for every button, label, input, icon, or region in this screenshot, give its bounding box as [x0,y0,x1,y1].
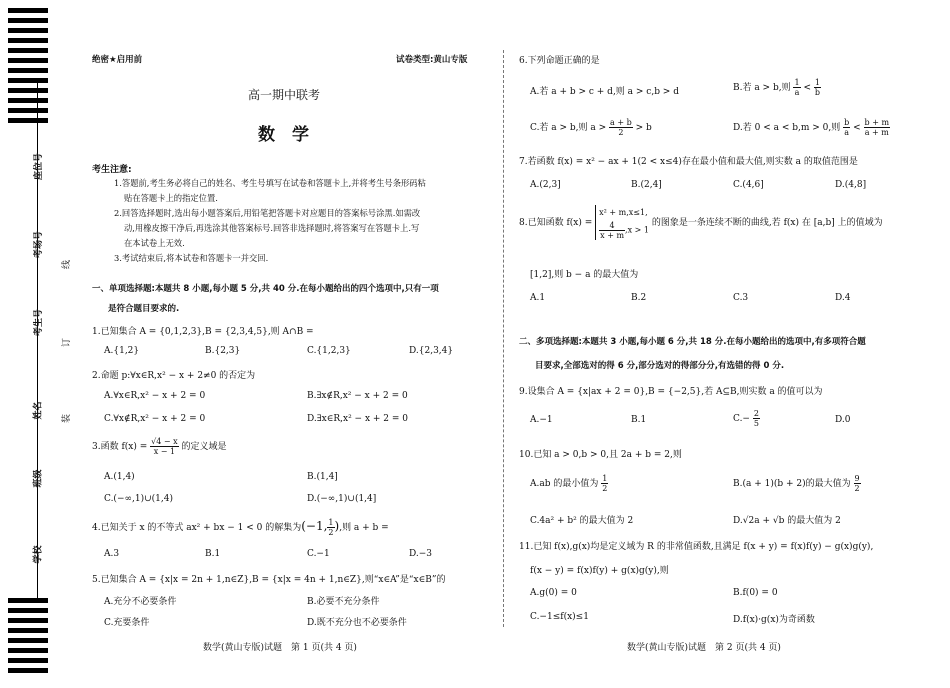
footer-page-1: 数学(黄山专版)试题 第 1 页(共 4 页) [203,643,357,653]
q10-stem: 10.已知 a > 0,b > 0,且 2a + b = 2,则 [519,450,682,460]
q11-option-b: B.f(0) = 0 [733,588,778,598]
notice-line: 2.回答选择题时,选出每小题答案后,用铅笔把答题卡对应题目的答案标号涂黑.如需改 [114,208,421,218]
q8-stem-pre: 8.已知函数 f(x) = [519,218,593,228]
q8-option-c: C.3 [733,293,749,303]
q6-b-fraction-2 [814,78,821,97]
confidential-label: 绝密★启用前 [92,55,143,65]
notice-line: 在本试卷上无效. [124,238,185,248]
q6-d-fraction-1 [843,118,850,137]
q6-c-fraction [609,118,633,137]
q6-b-fraction-1 [793,78,800,97]
q6-option-c-post: > b [635,123,652,133]
q6-d-denominator-1: a [844,128,850,137]
q10-option-a [530,474,608,493]
q10-b-numerator: 9 [854,474,860,483]
q4-option-d: D.−3 [409,549,433,559]
q3-stem-pre: 3.函数 f(x) = [92,442,148,452]
q6-b-denominator-1: a [794,88,800,97]
binding-bar [8,18,48,23]
q11-stem-cont: f(x − y) = f(x)f(y) + g(x)g(y),则 [530,566,669,576]
class-label: 班级 [33,469,44,488]
q10-option-a-pre: A.ab 的最小值为 [530,479,599,489]
q9-option-d: D.0 [835,415,851,425]
q9-option-c-pre: C.− [733,414,750,424]
q3-option-a: A.(1,4) [104,472,135,482]
q8-piece-1: x² + m,x≤1, [599,208,648,217]
seat-number-label: 座位号 [34,152,45,181]
binding-bar [8,648,48,653]
binding-bar [8,658,48,663]
exam-room-label: 考场号 [34,230,45,259]
q9-option-c [733,409,760,428]
q4-stem-post: ,则 a + b = [339,523,389,533]
binding-bar [8,38,48,43]
q6-option-c-pre: C.若 a > b,则 a > [530,123,607,133]
binding-bar [8,668,48,673]
q6-d-numerator-2: b + m [864,118,890,127]
q3-stem [92,437,227,456]
q3-fraction [150,437,179,456]
q5-option-d: D.既不充分也不必要条件 [307,618,407,628]
q4-stem-pre: 4.已知关于 x 的不等式 ax² + bx − 1 < 0 的解集为 [92,523,302,533]
school-label: 学校 [33,545,44,564]
name-label: 姓名 [33,401,44,420]
binding-mark-order: 订 [62,337,73,348]
q5-option-b: B.必要不充分条件 [307,597,380,607]
q11-stem: 11.已知 f(x),g(x)均是定义域为 R 的非常值函数,且满足 f(x + y) = f(x)f(y) − g(x)g(y), [519,542,874,552]
q9-c-denominator: 5 [753,419,759,428]
q4-interval-right: ) [334,519,340,533]
q1-option-a: A.{1,2} [104,346,140,356]
q4-stem [92,518,389,537]
q4-option-c: C.−1 [307,549,330,559]
q4-fraction [327,518,334,537]
q2-option-b: B.∃x∉R,x² − x + 2 = 0 [307,391,408,401]
q10-a-numerator: 1 [602,474,608,483]
q4-option-b: B.1 [205,549,221,559]
q11-option-d: D.f(x)·g(x)为奇函数 [733,615,815,625]
q10-a-fraction [601,474,608,493]
q3-option-d: D.(−∞,1)∪(1,4] [307,494,377,504]
q3-stem-post: 的定义域是 [181,442,227,452]
q7-option-c: C.(4,6] [733,180,764,190]
q5-option-a: A.充分不必要条件 [104,597,177,607]
q8-stem-cont: [1,2],则 b − a 的最大值为 [530,270,639,280]
subject-title: 数 学 [258,125,309,145]
q5-option-c: C.充要条件 [104,618,150,628]
q8-piece-2-fraction [599,221,625,240]
q8-option-a: A.1 [530,293,546,303]
section2-heading-cont: 目要求,全部选对的得 6 分,部分选对的得部分分,有选错的得 0 分. [535,361,785,371]
binding-bar [8,68,48,73]
q6-d-fraction-2 [864,118,891,137]
q9-c-numerator: 2 [753,409,759,418]
binding-bar [8,8,48,13]
q1-option-b: B.{2,3} [205,346,241,356]
q9-stem: 9.设集合 A = {x|ax + 2 = 0},B = {−2,5},若 A⊆B,则实数 a 的值可以为 [519,387,823,397]
q2-option-c: C.∀x∉R,x² − x + 2 = 0 [104,414,206,424]
binding-bar [8,88,48,93]
q7-option-b: B.(2,4] [631,180,662,190]
binding-bar [8,98,48,103]
q10-b-fraction [854,474,861,493]
binding-strip [0,0,78,688]
q10-option-b [733,474,861,493]
q9-option-a: A.−1 [530,415,553,425]
binding-bar [8,108,48,113]
q1-option-c: C.{1,2,3} [307,346,351,356]
binding-bar [8,618,48,623]
q8-piece-2 [599,221,649,240]
q8-piece-2-condition: ,x > 1 [625,225,649,235]
q1-option-d: D.{2,3,4} [409,346,454,356]
q10-option-d: D.√2a + √b 的最大值为 2 [733,516,841,526]
q2-option-d: D.∃x∈R,x² − x + 2 = 0 [307,414,409,424]
q6-c-numerator: a + b [610,118,632,127]
student-number-label: 考生号 [34,308,45,337]
q6-b-denominator-2: b [814,88,820,97]
q6-c-denominator: 2 [618,128,624,137]
q1-stem: 1.已知集合 A = {0,1,2,3},B = {2,3,4,5},则 A∩B = [92,327,314,337]
binding-bar [8,48,48,53]
q8-piece-2-denominator: x + m [600,231,625,240]
q6-d-numerator-1: b [844,118,850,127]
q6-option-b-mid: < [803,83,811,93]
q5-stem: 5.已知集合 A = {x|x = 2n + 1,n∈Z},B = {x|x = 4n + 1,n∈Z},则“x∈A”是“x∈B”的 [92,575,446,585]
q8-stem-post: 的图象是一条连续不断的曲线,若 f(x) 在 [a,b] 上的值域为 [651,218,883,228]
exam-title: 高一期中联考 [248,88,321,102]
q6-option-d-pre: D.若 0 < a < b,m > 0,则 [733,123,841,133]
q6-d-denominator-2: a + m [864,128,889,137]
q9-option-b: B.1 [631,415,647,425]
q8-piece-2-numerator: 4 [599,221,625,231]
q4-denominator: 2 [328,528,334,537]
notice-title: 考生注意: [92,165,132,175]
q3-option-c: C.(−∞,1)∪(1,4) [104,494,173,504]
q6-b-numerator-2: 1 [814,78,820,87]
notice-line: 动,用橡皮擦干净后,再选涂其他答案标号.回答非选择题时,将答案写在答题卡上.写 [124,223,420,233]
binding-bar [8,118,48,123]
q10-b-denominator: 2 [854,484,860,493]
q10-a-denominator: 2 [602,484,608,493]
binding-bar [8,78,48,83]
q6-stem: 6.下列命题正确的是 [519,56,600,66]
q11-option-a: A.g(0) = 0 [530,588,577,598]
q3-denominator: x − 1 [153,447,176,456]
binding-bar [8,598,48,603]
footer-page-2: 数学(黄山专版)试题 第 2 页(共 4 页) [627,643,781,653]
section1-heading: 一、单项选择题:本题共 8 小题,每小题 5 分,共 40 分.在每小题给出的四个选项中,只有一项 [92,284,439,294]
q4-option-a: A.3 [104,549,120,559]
q3-option-b: B.(1,4] [307,472,338,482]
section1-heading-cont: 是符合题目要求的. [108,304,180,314]
q4-interval-left: (−1, [301,519,328,533]
binding-mark-bind: 装 [62,413,73,424]
q2-option-a: A.∀x∈R,x² − x + 2 = 0 [104,391,206,401]
binding-mark-line: 线 [62,259,73,270]
notice-line: 贴在答题卡上的指定位置. [124,193,218,203]
q3-numerator: √4 − x [151,437,178,446]
page-divider [503,50,504,627]
q6-option-b [733,78,821,97]
q6-option-d-mid: < [853,123,861,133]
q8-option-d: D.4 [835,293,851,303]
binding-bar [8,638,48,643]
q6-option-b-pre: B.若 a > b,则 [733,83,791,93]
notice-line: 1.答题前,考生务必将自己的姓名、考生号填写在试卷和答题卡上,并将考生号条形码粘 [114,178,426,188]
q6-option-d [733,118,890,137]
q7-stem: 7.若函数 f(x) = x² − ax + 1(2 < x≤4)存在最小值和最大值,则实数 a 的取值范围是 [519,157,858,167]
q7-option-d: D.(4,8] [835,180,867,190]
binding-bar [8,58,48,63]
binding-bar [8,608,48,613]
section2-heading: 二、多项选择题:本题共 3 小题,每小题 6 分,共 18 分.在每小题给出的选项中,有多项符合题 [519,337,866,347]
q8-piecewise [595,205,649,240]
q6-b-numerator-1: 1 [794,78,800,87]
q2-stem: 2.命题 p:∀x∈R,x² − x + 2≠0 的否定为 [92,371,256,381]
binding-bar [8,28,48,33]
q10-option-c: C.4a² + b² 的最大值为 2 [530,516,634,526]
q10-option-b-pre: B.(a + 1)(b + 2)的最大值为 [733,479,851,489]
q8-stem [519,205,883,240]
q6-option-c [530,118,652,137]
q4-numerator: 1 [328,518,334,527]
notice-line: 3.考试结束后,将本试卷和答题卡一并交回. [114,253,269,263]
q8-option-b: B.2 [631,293,647,303]
q7-option-a: A.(2,3] [530,180,561,190]
binding-bar [8,628,48,633]
q6-option-a: A.若 a + b > c + d,则 a > c,b > d [530,87,679,97]
paper-type-label: 试卷类型:黄山专版 [396,55,468,65]
q9-c-fraction [753,409,760,428]
q11-option-c: C.−1≤f(x)≤1 [530,612,589,622]
